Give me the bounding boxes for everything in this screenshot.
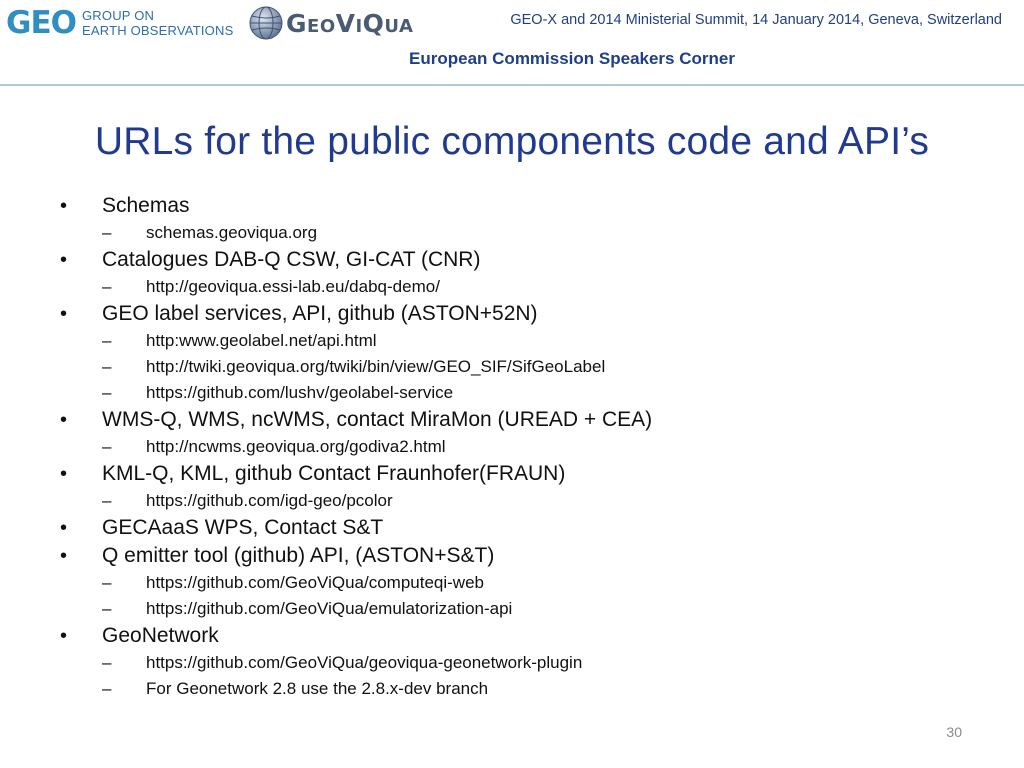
page-number: 30 (946, 724, 962, 740)
header-divider (0, 84, 1024, 86)
bullet-marker: • (60, 409, 68, 431)
bullet-text: KML-Q, KML, github Contact Fraunhofer(FRAUN) (102, 462, 566, 485)
dash-marker: – (102, 679, 112, 698)
dash-marker: – (102, 491, 112, 510)
bullet-text: GEO label services, API, github (ASTON+52N) (102, 302, 538, 325)
sub-item (102, 488, 980, 514)
geo-logo-text (82, 8, 233, 38)
speakers-corner-caption: European Commission Speakers Corner (409, 49, 735, 68)
geo-logo-line1: GROUP ON (81, 8, 155, 23)
sub-item (102, 596, 980, 622)
bullet-marker: • (60, 545, 68, 567)
sub-item (102, 220, 980, 246)
slide-title: URLs for the public components code and API’s (94, 120, 930, 163)
sub-list (102, 434, 980, 460)
bullet-marker: • (60, 303, 68, 325)
sub-item-text: For Geonetwork 2.8 use the 2.8.x-dev branch (146, 679, 489, 698)
bullet-item (60, 246, 980, 300)
bullet-item (60, 300, 980, 406)
sub-item-text: https://github.com/GeoViQua/computeqi-web (146, 573, 484, 592)
geo-logo (6, 5, 233, 41)
dash-marker: – (102, 331, 112, 350)
bullet-marker: • (60, 517, 68, 539)
bullet-item (60, 460, 980, 514)
sub-item (102, 328, 980, 354)
sub-item-text: schemas.geoviqua.org (146, 223, 318, 242)
sub-item-text: http://twiki.geoviqua.org/twiki/bin/view/GEO_SIF/SifGeoLabel (146, 357, 606, 376)
sub-item (102, 380, 980, 406)
sub-item-text: http://ncwms.geoviqua.org/godiva2.html (146, 437, 446, 456)
sub-list (102, 570, 980, 622)
dash-marker: – (102, 223, 112, 242)
dash-marker: – (102, 277, 112, 296)
sub-item (102, 434, 980, 460)
sub-item-text: http:www.geolabel.net/api.html (146, 331, 377, 350)
dash-marker: – (102, 573, 112, 592)
bullet-text: Q emitter tool (github) API, (ASTON+S&T) (102, 544, 495, 567)
sub-list (102, 488, 980, 514)
event-caption: GEO-X and 2014 Ministerial Summit, 14 January 2014, Geneva, Switzerland (510, 12, 1002, 28)
dash-marker: – (102, 653, 112, 672)
geo-logo-line2: EARTH OBSERVATIONS (81, 23, 234, 38)
bullet-item (60, 406, 980, 460)
bullet-text: GeoNetwork (102, 624, 219, 647)
sub-item-text: https://github.com/lushv/geolabel-service (146, 383, 454, 402)
bullet-list (60, 192, 980, 702)
bullet-text: Catalogues DAB-Q CSW, GI-CAT (CNR) (102, 248, 481, 271)
bullet-item (60, 192, 980, 246)
sub-item-text: https://github.com/GeoViQua/emulatorization-api (146, 599, 513, 618)
sub-list (102, 274, 980, 300)
sub-list (102, 328, 980, 406)
slide-header (0, 0, 1024, 84)
sub-list (102, 220, 980, 246)
geo-logo-mark: GEO (6, 5, 76, 41)
sub-item (102, 274, 980, 300)
sub-list (102, 650, 980, 702)
dash-marker: – (102, 357, 112, 376)
bullet-text: Schemas (102, 194, 190, 217)
dash-marker: – (102, 383, 112, 402)
bullet-marker: • (60, 625, 68, 647)
geoviqua-logo (248, 3, 413, 43)
bullet-marker: • (60, 195, 68, 217)
bullet-text: WMS-Q, WMS, ncWMS, contact MiraMon (UREAD + CEA) (102, 408, 653, 431)
bullet-item (60, 542, 980, 622)
bullet-item (60, 514, 980, 542)
sub-item-text: https://github.com/igd-geo/pcolor (146, 491, 393, 510)
sub-item (102, 570, 980, 596)
globe-icon (248, 5, 284, 41)
bullet-marker: • (60, 463, 68, 485)
dash-marker: – (102, 599, 112, 618)
bullet-item (60, 622, 980, 702)
sub-item-text: https://github.com/GeoViQua/geoviqua-geonetwork-plugin (146, 653, 583, 672)
bullet-text: GECAaaS WPS, Contact S&T (102, 516, 384, 539)
sub-item-text: http://geoviqua.essi-lab.eu/dabq-demo/ (146, 277, 440, 296)
sub-item (102, 354, 980, 380)
bullet-marker: • (60, 249, 68, 271)
sub-item (102, 650, 980, 676)
sub-item (102, 676, 980, 702)
geoviqua-logo-text: GeoViQua (286, 8, 414, 38)
dash-marker: – (102, 437, 112, 456)
